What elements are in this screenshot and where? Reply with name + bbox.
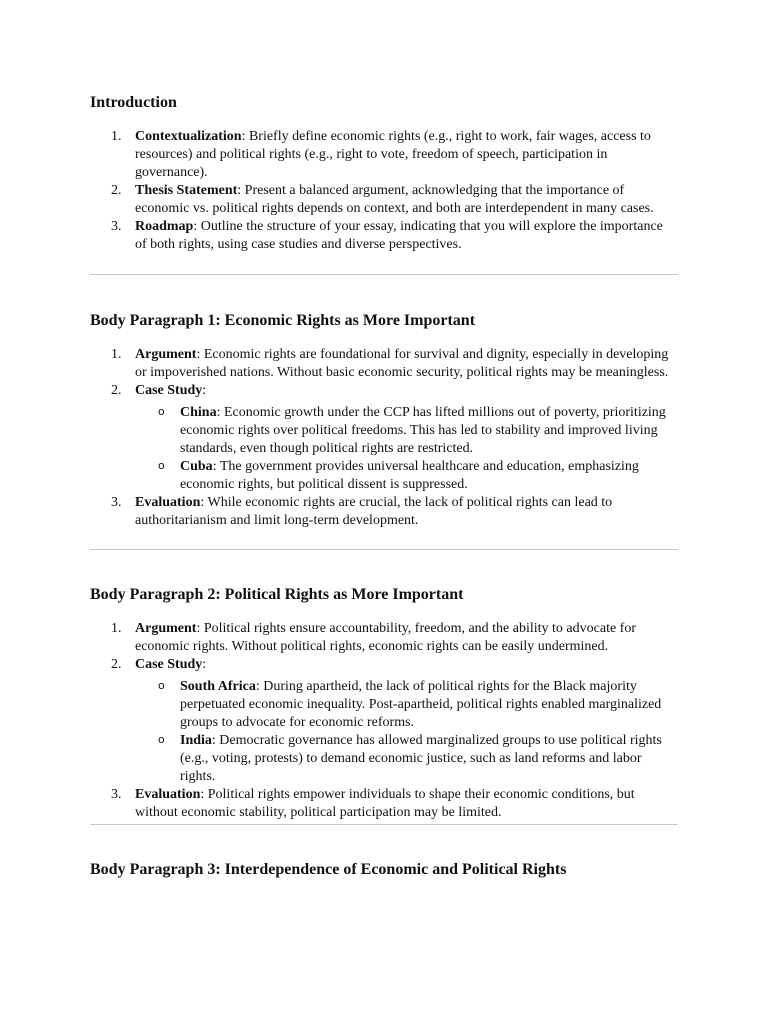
- item-text: : Economic rights are foundational for survival and dignity, especially in developing or impoverished nations. Without basic economic security, political rights may be meaningless.: [135, 347, 669, 380]
- section-title: Introduction: [90, 94, 177, 111]
- item-text: : While economic rights are crucial, the lack of political rights can lead to authoritarianism and limit long-term development.: [135, 495, 613, 528]
- list-item: [90, 182, 678, 218]
- list-item: [90, 128, 678, 182]
- section-body-paragraph-3: [90, 860, 678, 895]
- bullet-marker: o: [158, 459, 165, 472]
- body1-list: [90, 346, 678, 530]
- item-number: 3.: [111, 219, 122, 234]
- case-text: : Economic growth under the CCP has lifted millions out of poverty, prioritizing economic rights over political freedoms. This has led to stability and improved living standards, even though political rights are restricted.: [180, 405, 666, 456]
- section-title: Body Paragraph 1: Economic Rights as More Important: [90, 312, 476, 329]
- section-body-paragraph-2: [90, 585, 678, 822]
- item-text: : Briefly define economic rights (e.g., right to work, fair wages, access to resources) and political rights (e.g., right to vote, freedom of speech, participation in governance).: [135, 129, 651, 180]
- intro-list: [90, 128, 678, 254]
- case-study-list: [135, 678, 678, 786]
- list-item: [90, 494, 678, 530]
- section-divider: [90, 549, 678, 550]
- list-item: [90, 656, 678, 786]
- list-item: [90, 382, 678, 494]
- item-number: 2.: [111, 383, 122, 398]
- case-study-item: [135, 732, 678, 786]
- item-label: Thesis Statement: [135, 183, 238, 198]
- item-label: Contextualization: [135, 129, 242, 144]
- item-label: Evaluation: [135, 495, 201, 510]
- item-number: 2.: [111, 657, 122, 672]
- item-text: :: [202, 657, 207, 672]
- list-item: [90, 620, 678, 656]
- item-label: Roadmap: [135, 219, 194, 234]
- item-label: Argument: [135, 621, 197, 636]
- item-label: Argument: [135, 347, 197, 362]
- item-number: 3.: [111, 495, 122, 510]
- bullet-marker: o: [158, 405, 165, 418]
- case-text: : The government provides universal healthcare and education, emphasizing economic rights, but political dissent is suppressed.: [180, 459, 639, 492]
- case-text: : Democratic governance has allowed marginalized groups to use political rights (e.g., voting, protests) to demand economic justice, such as land reforms and labor rights.: [180, 733, 662, 784]
- section-title: Body Paragraph 3: Interdependence of Economic and Political Rights: [90, 861, 567, 878]
- case-label: Cuba: [180, 459, 213, 474]
- section-body-paragraph-1: [90, 311, 678, 530]
- section-title: Body Paragraph 2: Political Rights as More Important: [90, 586, 464, 603]
- list-item: [90, 786, 678, 822]
- list-item: [90, 218, 678, 254]
- bullet-marker: o: [158, 679, 165, 692]
- case-label: China: [180, 405, 217, 420]
- case-study-item: [135, 678, 678, 732]
- case-study-item: [135, 458, 678, 494]
- section-divider: [90, 824, 678, 825]
- item-number: 1.: [111, 621, 122, 636]
- case-label: South Africa: [180, 679, 256, 694]
- item-number: 1.: [111, 347, 122, 362]
- bullet-marker: o: [158, 733, 165, 746]
- item-text: : Political rights empower individuals to shape their economic conditions, but without economic stability, political participation may be limited.: [135, 787, 635, 820]
- item-number: 3.: [111, 787, 122, 802]
- item-text: :: [202, 383, 207, 398]
- item-text: : Political rights ensure accountability, freedom, and the ability to advocate for economic rights. Without political rights, economic rights can be easily undermined.: [135, 621, 637, 654]
- item-number: 2.: [111, 183, 122, 198]
- list-item: [90, 346, 678, 382]
- item-number: 1.: [111, 129, 122, 144]
- body2-list: [90, 620, 678, 822]
- item-label: Case Study: [135, 657, 203, 672]
- case-text: : During apartheid, the lack of political rights for the Black majority perpetuated economic inequality. Post-apartheid, political rights enabled marginalized groups to advocate for economic reforms.: [180, 679, 662, 730]
- case-study-list: [135, 404, 678, 494]
- item-text: : Present a balanced argument, acknowledging that the importance of economic vs. political rights depends on context, and both are interdependent in many cases.: [135, 183, 654, 216]
- section-divider: [90, 274, 678, 275]
- item-label: Evaluation: [135, 787, 201, 802]
- section-introduction: [90, 93, 678, 254]
- case-study-item: [135, 404, 678, 458]
- case-label: India: [180, 733, 212, 748]
- item-text: : Outline the structure of your essay, indicating that you will explore the importance of both rights, using case studies and diverse perspectives.: [135, 219, 663, 252]
- item-label: Case Study: [135, 383, 203, 398]
